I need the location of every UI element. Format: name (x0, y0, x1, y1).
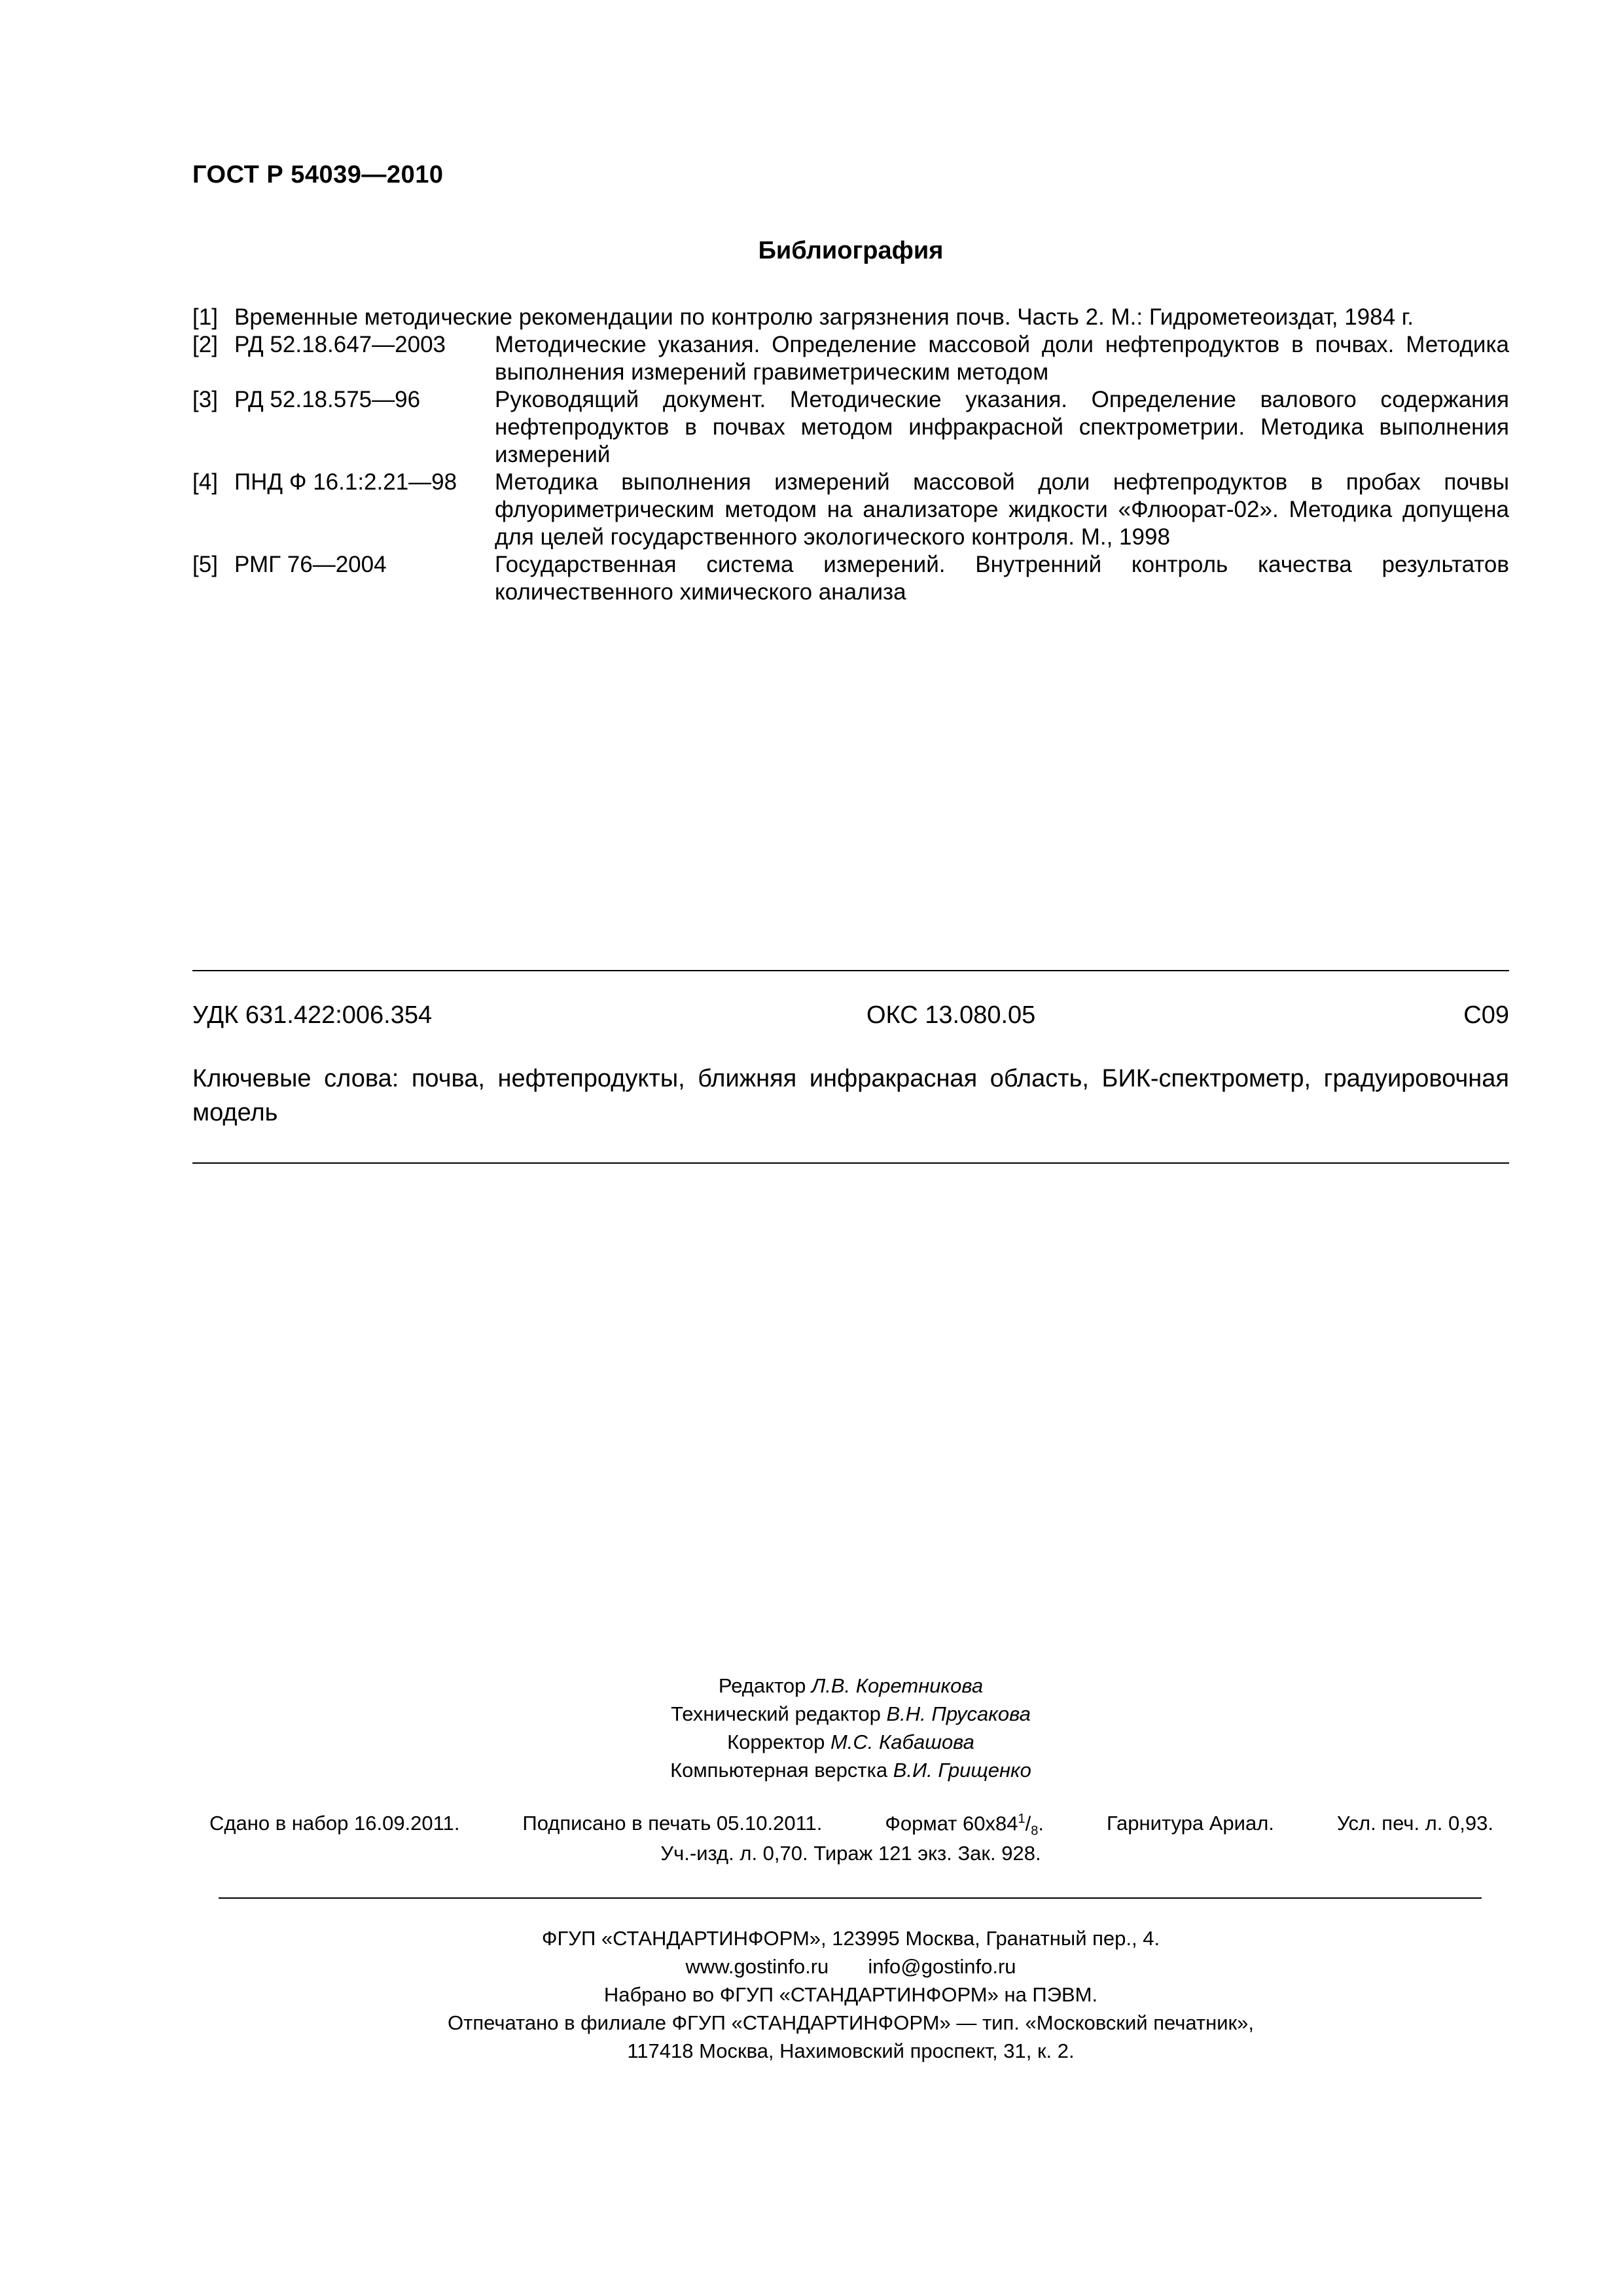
keywords: Ключевые слова: почва, нефтепродукты, ближняя инфракрасная область, БИК-спектрометр, градуировочная модель (192, 1065, 1509, 1126)
publisher-typeset: Набрано во ФГУП «СТАНДАРТИНФОРМ» на ПЭВМ. (603, 1983, 1098, 2006)
divider-top (192, 970, 1509, 971)
credit-role: Корректор (727, 1731, 825, 1753)
credit-role: Технический редактор (671, 1702, 881, 1725)
publisher-printed: Отпечатано в филиале ФГУП «СТАНДАРТИНФОРМ» — тип. «Московский печатник», (448, 2011, 1254, 2034)
credit-line (0, 1728, 1623, 1756)
credit-line (0, 1756, 1623, 1784)
credit-line (0, 1672, 1623, 1700)
publisher-website: www.gostinfo.ru (685, 1955, 829, 1978)
classification-code: С09 (1463, 1001, 1509, 1029)
print-format: Формат $60х84^1/_8$. (885, 1812, 1044, 1839)
credit-role: Редактор (718, 1674, 806, 1697)
bibliography-item (192, 386, 1509, 469)
print-sheets: Усл. печ. л. 0,93. (1336, 1812, 1493, 1835)
bibliography-item (192, 331, 1509, 386)
bibliography-item-text: Государственная система измерений. Внутренний контроль качества результатов количественного химического анализа (495, 552, 1509, 605)
bibliography-item-text: Методические указания. Определение массовой доли нефтепродуктов в почвах. Методика выполнения измерений гравиметрическим методом (495, 332, 1509, 385)
publisher-block (0, 1924, 1623, 2065)
bibliography-item-code: ПНД Ф 16.1:2.21—98 (234, 469, 457, 495)
bibliography-item-text: Методика выполнения измерений массовой доли нефтепродуктов в пробах почвы флуориметрическим методом на анализаторе жидкости «Флюорат-02». Методика допущена для целей государственного экологического контроля. М., 1998 (495, 469, 1509, 550)
bibliography-item-code: РМГ 76—2004 (234, 552, 387, 577)
bibliography-item-number: [5] (192, 552, 218, 577)
print-format-sup: 1 (1018, 1812, 1026, 1826)
bibliography-list (192, 304, 1509, 606)
print-info-line2: Уч.-изд. л. 0,70. Тираж 121 экз. Зак. 928. (660, 1842, 1041, 1865)
bibliography-item-code: РД 52.18.647—2003 (234, 332, 446, 357)
document-id: ГОСТ Р 54039—2010 (192, 161, 444, 188)
credit-name: В.Н. Прусакова (886, 1702, 1031, 1725)
print-info-row (209, 1812, 1493, 1839)
bibliography-item (192, 551, 1509, 606)
credit-name: Л.В. Коретникова (811, 1674, 984, 1697)
publisher-address: ФГУП «СТАНДАРТИНФОРМ», 123995 Москва, Гранатный пер., 4. (541, 1927, 1160, 1950)
print-font: Гарнитура Ариал. (1106, 1812, 1274, 1835)
print-format-suffix: . (1038, 1812, 1044, 1835)
publisher-contacts (0, 1952, 1623, 1981)
bibliography-item-number: [2] (192, 332, 218, 357)
bibliography-item (192, 304, 1509, 331)
bibliography-item-code: РД 52.18.575—96 (234, 387, 421, 412)
print-signed: Подписано в печать 05.10.2011. (522, 1812, 823, 1835)
credit-name: М.С. Кабашова (830, 1731, 974, 1753)
divider-middle (192, 1162, 1509, 1164)
print-sent: Сдано в набор 16.09.2011. (209, 1812, 460, 1835)
print-format-prefix: Формат 60х84 (885, 1812, 1018, 1835)
credits-block (0, 1672, 1623, 1784)
bibliography-item-text: Руководящий документ. Методические указания. Определение валового содержания нефтепродуктов в почвах методом инфракрасной спектрометрии. Методика выполнения измерений (495, 387, 1509, 467)
bibliography-item-number: [1] (192, 304, 218, 330)
udk-code: УДК 631.422:006.354 (192, 1001, 433, 1029)
bibliography-item-text: Временные методические рекомендации по контролю загрязнения почв. Часть 2. М.: Гидрометеоиздат, 1984 г. (234, 304, 1414, 330)
publisher-email: info@gostinfo.ru (868, 1955, 1016, 1978)
credit-role: Компьютерная верстка (670, 1759, 888, 1782)
classification-row (192, 1001, 1509, 1030)
printer-address: 117418 Москва, Нахимовский проспект, 31, к. 2. (627, 2039, 1075, 2062)
bibliography-item-number: [3] (192, 387, 218, 412)
bibliography-item (192, 469, 1509, 551)
oks-code: ОКС 13.080.05 (866, 1001, 1036, 1029)
credit-name: В.И. Грищенко (893, 1759, 1031, 1782)
bibliography-item-number: [4] (192, 469, 218, 495)
divider-bottom (219, 1897, 1482, 1899)
credit-line (0, 1700, 1623, 1728)
print-format-sub: 8 (1031, 1823, 1039, 1839)
bibliography-title: Библиография (758, 237, 944, 264)
